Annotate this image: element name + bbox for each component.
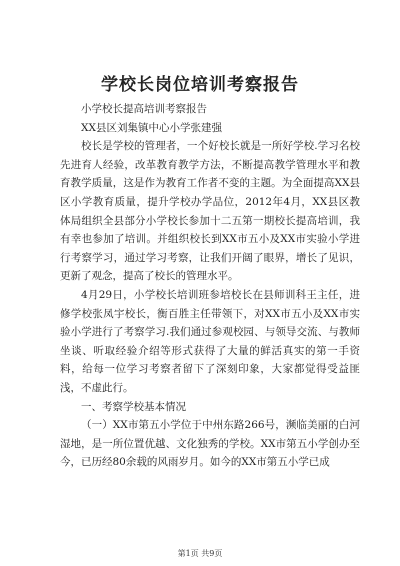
subtitle-paragraph: 小学校长提高培训考察报告 xyxy=(81,103,207,115)
author-paragraph: XX县区刘集镇中心小学张建强 xyxy=(81,121,222,134)
page-footer: 第1页 共9页 xyxy=(177,549,223,558)
body-paragraph: 4月29日，小学校长培训班参培校长在县师训科王主任，进修学校张凤宇校长，衡百胜主任带领下，对XX市五小及XX市实验小学进行了考察学习.我们通过参观校园、与领导交流、与教师坐谈、听取经验介绍等形式获得了大量的鲜活真实的第一手资料，给每一位学习考察者留下了深刻印象，大家都觉得受益匪浅，不虚此行。 xyxy=(60,288,360,394)
section-heading: 一、考察学校基本情况 xyxy=(81,400,186,413)
document-body xyxy=(60,100,360,472)
body-paragraph: （一）XX市第五小学位于中州东路266号，濒临美丽的白河湿地，是一所位置优越、文化独秀的学校。XX市第五小学创办至今，已历经80余载的风雨岁月。如今的XX市第五小学已成 xyxy=(60,419,360,469)
document-title: 学校长岗位培训考察报告 xyxy=(101,75,299,95)
body-paragraph: 校长是学校的管理者，一个好校长就是一所好学校.学习名校先进育人经验，改革教育教学方法，不断提高教学管理水平和教育教学质量，这是作为教育工作者不变的主题。为全面提高XX县区小学教育质量，提升学校办学品位，2012年4月，XX县区教体局组织全县部分小学校长参加十二五第一期校长提高培训，我有幸也参加了培训。并组织校长到XX市五小及XX市实验小学进行考察学习，通过学习考察，让我们开阔了眼界，增长了见识，更新了观念，提高了校长的管理水平。 xyxy=(60,140,360,283)
